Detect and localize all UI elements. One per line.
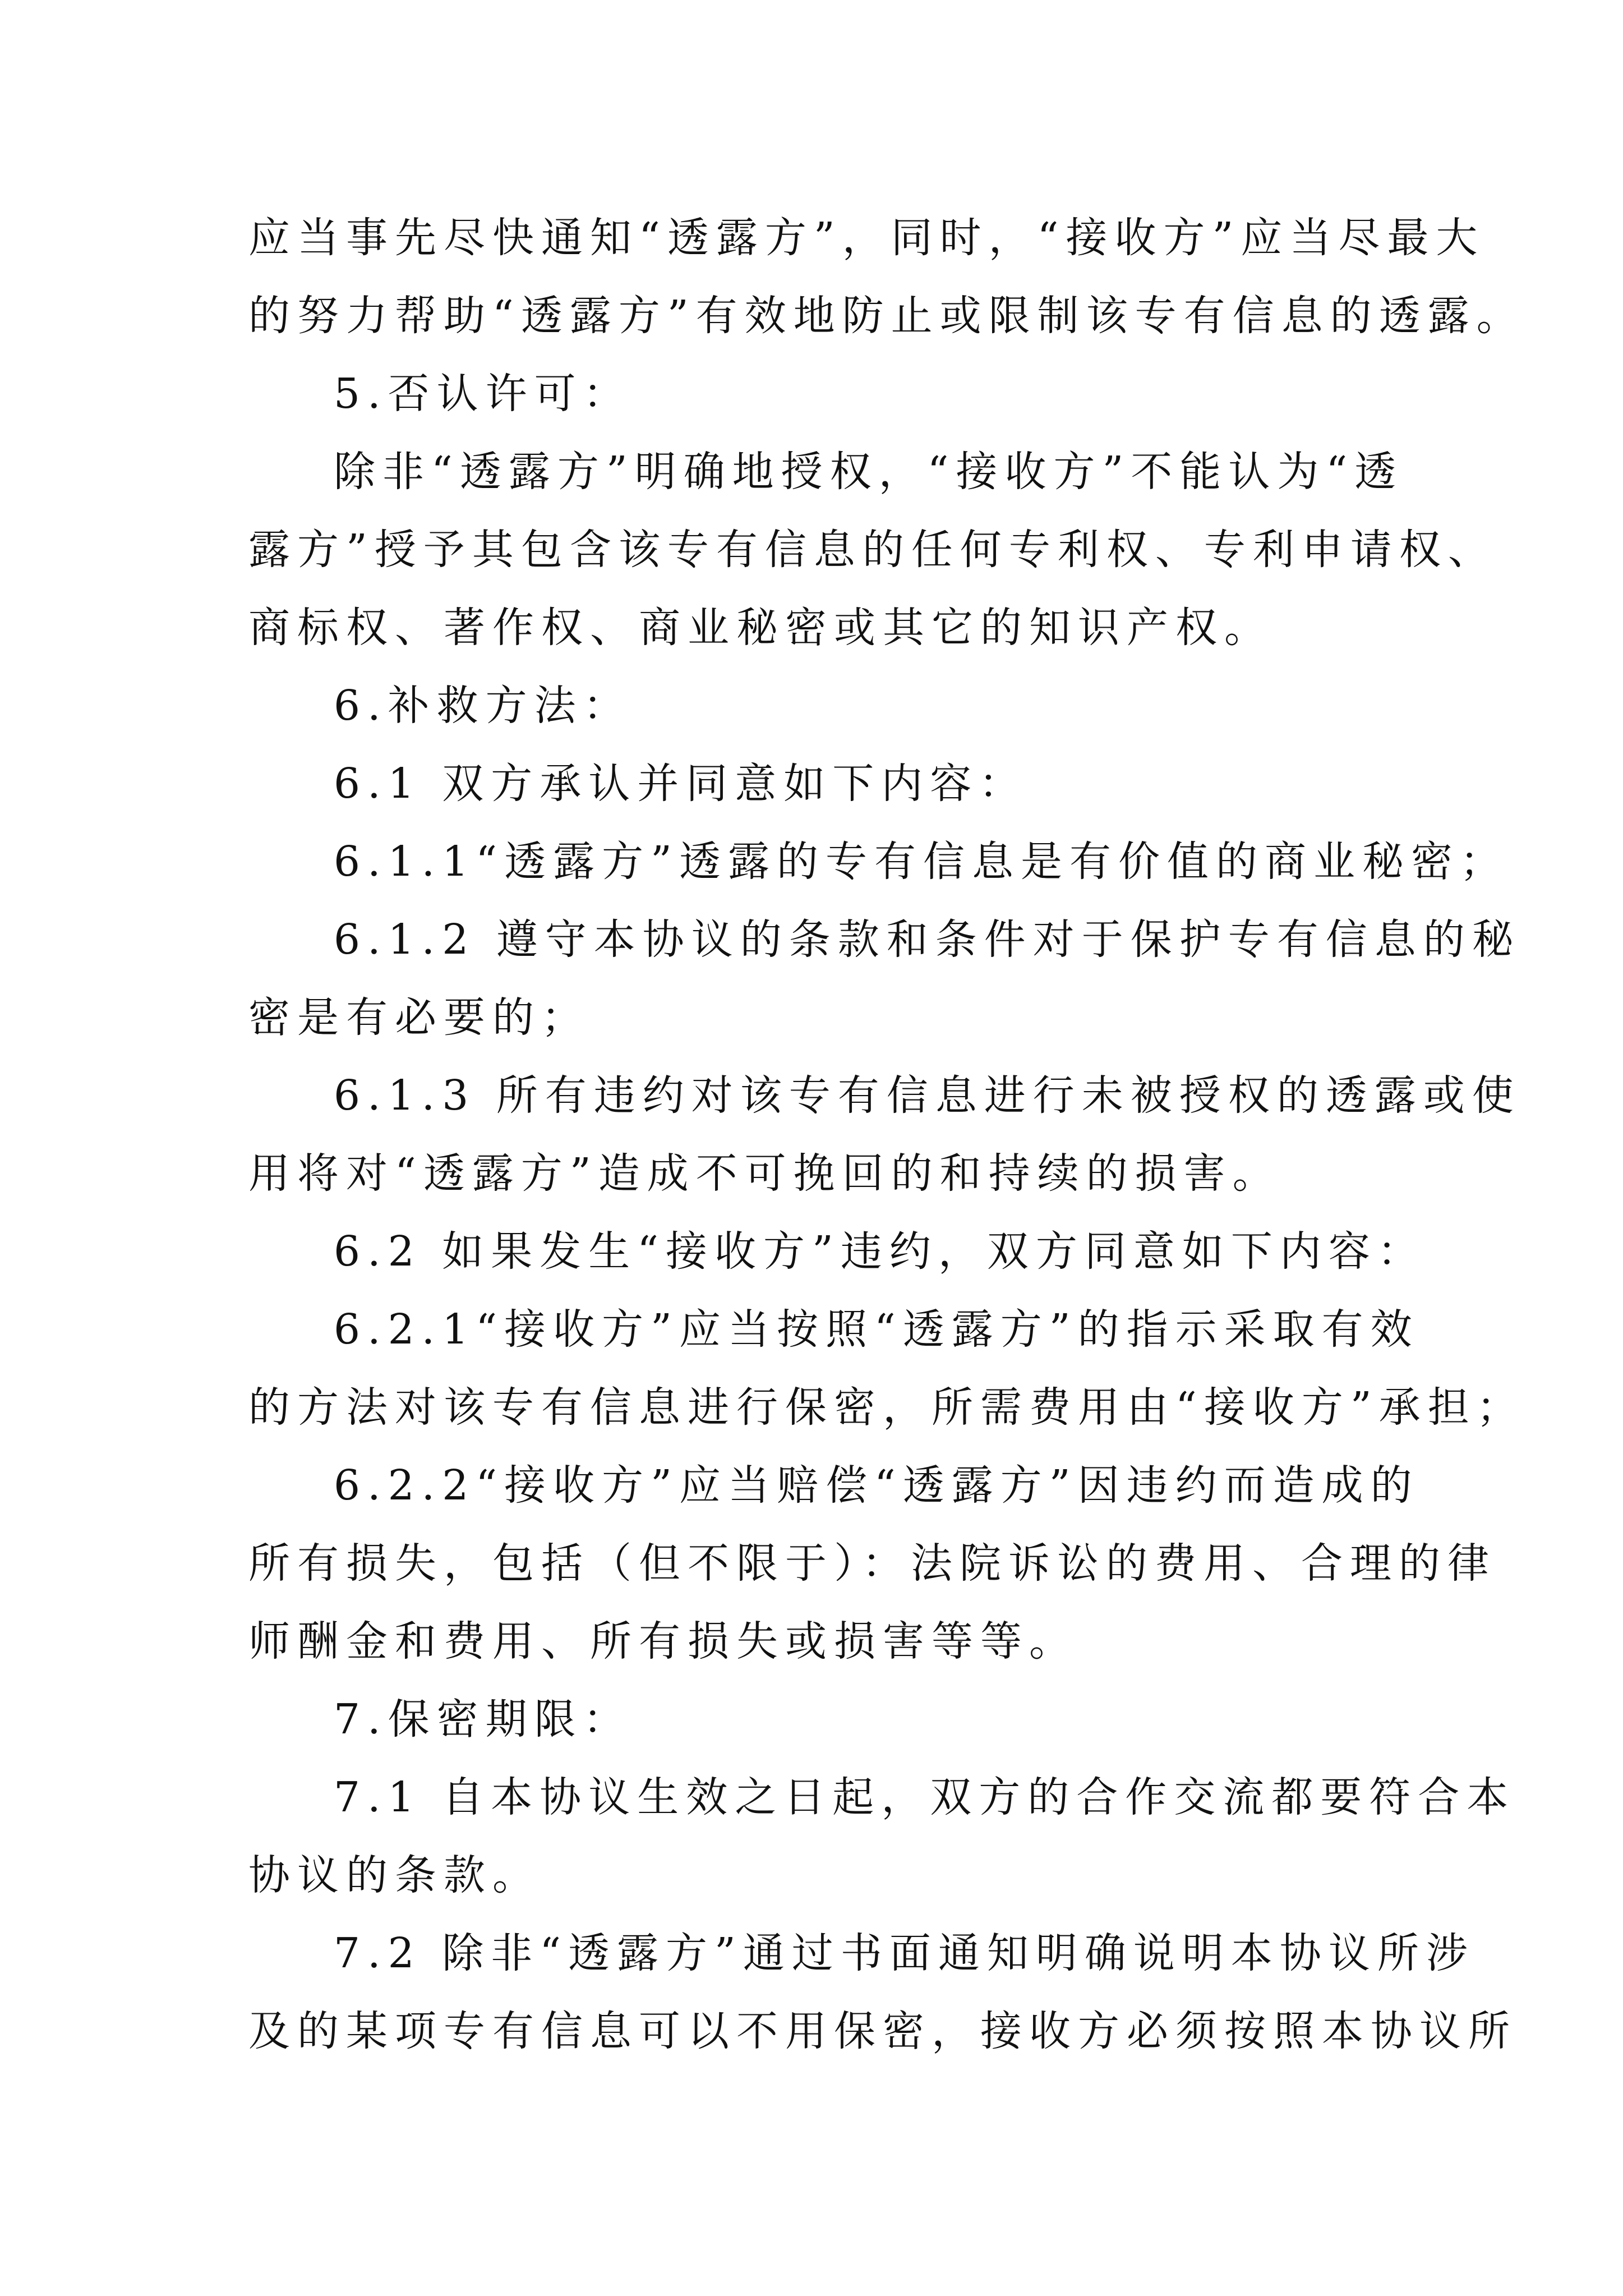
paragraph-line: 协议的条款。 (248, 1851, 541, 1899)
clause-line: 6.1 双方承认并同意如下内容： (334, 760, 1028, 808)
paragraph-line: 应当事先尽快通知“透露方”，同时，“接收方”应当尽最大 (248, 214, 1485, 262)
clause-line: 6.2.2“接收方”应当赔偿“透露方”因违约而造成的 (334, 1461, 1419, 1510)
section-heading: 6.补救方法： (334, 682, 632, 730)
section-heading: 7.保密期限： (334, 1695, 632, 1743)
paragraph-line: 所有损失，包括（但不限于）：法院诉讼的费用、合理的律 (248, 1539, 1496, 1588)
document-body (248, 199, 1525, 2070)
paragraph-line: 师酬金和费用、所有损失或损害等等。 (248, 1617, 1078, 1665)
clause-line: 6.1.2 遵守本协议的条款和条件对于保护专有信息的秘 (334, 915, 1521, 964)
paragraph-line: 用将对“透露方”造成不可挽回的和持续的损害。 (248, 1149, 1281, 1198)
paragraph-line: 的方法对该专有信息进行保密，所需费用由“接收方”承担； (248, 1383, 1525, 1432)
clause-line: 6.1.1“透露方”透露的专有信息是有价值的商业秘密； (334, 838, 1509, 886)
paragraph-line: 露方”授予其包含该专有信息的任何专利权、专利申请权、 (248, 526, 1497, 574)
paragraph-line: 商标权、著作权、商业秘密或其它的知识产权。 (248, 604, 1273, 652)
clause-line: 6.2 如果发生“接收方”违约，双方同意如下内容： (334, 1227, 1426, 1276)
paragraph-line: 除非“透露方”明确地授权，“接收方”不能认为“透 (334, 448, 1404, 496)
clause-line: 6.1.3 所有违约对该专有信息进行未被授权的透露或使 (334, 1071, 1521, 1120)
clause-line: 7.2 除非“透露方”通过书面通知明确说明本协议所涉 (334, 1929, 1475, 1977)
paragraph-line: 及的某项专有信息可以不用保密，接收方必须按照本协议所 (248, 2007, 1517, 2055)
paragraph-line: 密是有必要的； (248, 993, 590, 1042)
clause-line: 6.2.1“接收方”应当按照“透露方”的指示采取有效 (334, 1305, 1419, 1354)
paragraph-line: 的努力帮助“透露方”有效地防止或限制该专有信息的透露。 (248, 292, 1525, 340)
clause-line: 7.1 自本协议生效之日起，双方的合作交流都要符合本 (334, 1773, 1516, 1821)
section-heading: 5.否认许可： (334, 370, 632, 418)
